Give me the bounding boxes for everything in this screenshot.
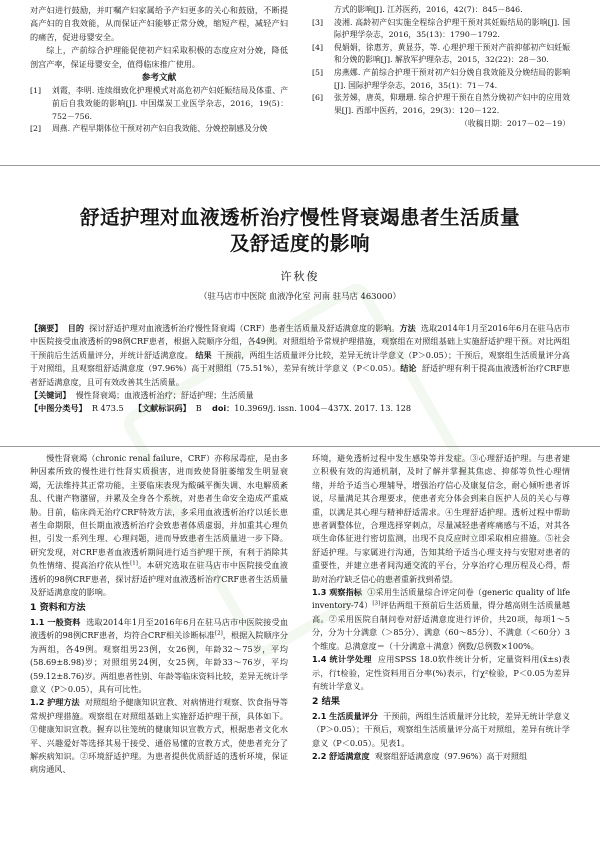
reference-continuation: 方式的影响[J]. 江苏医药，2016，42(7)：845－846.	[334, 5, 523, 14]
reference-item: [1] 刘霞，李明. 连续细致化护理模式对高危初产妇妊娠结局及体重、产前后自我效能的影响[J]. 中国煤炭工业医学杂志，2016，19(5)：752－756.	[30, 86, 288, 121]
reference-item: [3] 凌湘. 高龄初产妇实施全程综合护理干预对其妊娠结局的影响[J]. 国际护理学杂志，2016，35(13)：1790－1792.	[312, 17, 570, 40]
prev-body-para1: 对产妇进行鼓励，并叮嘱产妇家属给予产妇更多的关心和鼓励，不断提高产妇的自我效能，从而保证产妇能够正常分娩，缩短产程，减轻产妇的痛苦，促进母婴安全。	[30, 5, 288, 42]
reference-item: [6] 张芳娣，唐英，仰珊珊. 综合护理干预在自然分娩初产妇中的应用效果[J]. 西部中医药，2016，29(3)：120－122.	[312, 93, 570, 115]
body-right-column	[312, 452, 570, 763]
nursing-method-paragraph: 1.2 护理方法 对照组给予健康知识宣教、对病情进行观察、饮食指导等常规护理措施。观察组在对照组基础上实施舒适护理干预，具体如下。①健康知识宣教。握弃以往笼统的健康知识宣教方式，根据患者文化水平、兴趣爱好等选择其易于接受、通俗易懂的宣教方式，使患者充分了解疾病知识。②环境舒适护理。为患者提供优质舒适的透析环境，保证病房通风、	[30, 697, 288, 775]
nursing-method-continued: 环境，避免透析过程中发生感染等并发症。③心理舒适护理。与患者建立积极有效的沟通机制，及时了解并掌握其焦虑、抑郁等负性心理情绪，并给予适当心理辅导，增强治疗信心及康复信念，耐心倾听患者诉说，尽量满足其合理要求，使患者充分体会到来自医护人员的关心与尊重，以满足其心理与精神舒适需求。④生理舒适护理。透析过程中帮助患者调整体位，合理选择穿刺点，尽量减轻患者疼痛感与不适，对其各项生命体征进行密切监测，出现不良反应时立即采取相应措施。⑤社会舒适护理。与家属进行沟通，告知其给予适当心理支持与安慰对患者的重要性，并建立患者间沟通交流的平台，分享治疗心理历程及心得，帮助对治疗缺乏信心的患者重新找到希望。	[312, 453, 570, 584]
section-heading: 1 资料和方法	[30, 602, 86, 614]
reference-item: [5] 房燕娜. 产前综合护理干预对初产妇分娩自我效能及分娩结局的影响[J]. 国际护理学杂志，2016，35(1)：71－74.	[312, 67, 570, 90]
general-data-paragraph: 1.1 一般资料 选取2014年1月至2016年6月在驻马店市中医院接受血液透析的98例CRF患者，均符合CRF相关诊断标准[2]，根据入院顺序分为两组，各49例。观察组男23例，女26例，年龄32～75岁，平均(58.69±8.98)岁；对照组男24例，女25例，年龄33～76岁，平均(59.12±8.76)岁。两组患者性别、年龄等临床资料比较，差异无统计学意义（P＞0.05），具有可比性。	[30, 616, 288, 694]
observation-paragraph: 1.3 观察指标 ①采用生活质量综合评定问卷（generic quality of life inventory-74）[3]评估两组干预前后生活质量，得分越高则生活质量越高。②采用医院自制问卷对舒适满意度进行评价，共20项，每项1～5分，分为十分满意（＞85分）、满意（60～85分）、不满意（＜60分）3个维度。总满意度＝（十分满意＋满意）例数/总例数×100%。	[312, 587, 570, 651]
prev-article-left-column	[30, 4, 288, 136]
abstract-text: 【摘要】 目的 探讨舒适护理对血液透析治疗慢性肾衰竭（CRF）患者生活质量及舒适满意度的影响。方法 选取2014年1月至2016年6月在驻马店市中医院接受血液透析的98例CRF患者，根据入院顺序分组，各49例。对照组给予常规护理措施，观察组在对照组基础上实施舒适护理干预。对比两组干预前后生活质量评分，并统计舒适满意度。 结果 干预前，两组生活质量评分比较，差异无统计学意义（P＞0.05）；干预后，观察组生活质量评分高于对照组，且观察组舒适满意度（97.96%）高于对照组（75.51%），差异有统计学意义（P＜0.05）。结论 舒适护理有利于提高血液透析治疗CRF患者舒适满意度，且可有效改善其生活质量。	[30, 323, 570, 387]
prev-article-right-column	[312, 4, 570, 131]
prev-body-para2: 综上，产前综合护理能促使初产妇采取积极的态度应对分娩，降低剖宫产率，保证母婴安全，值得临床推广使用。	[30, 45, 288, 69]
statistics-paragraph: 1.4 统计学处理 应用SPSS 18.0软件统计分析，定量资料用(x̄±s)表示，行t检验，定性资料用百分率(%)表示，行χ²检验，P＜0.05为差异有统计学意义。	[312, 654, 570, 691]
body-left-column	[30, 452, 288, 777]
author-affiliation: （驻马店市中医院 血液净化室 河南 驻马店 463000）	[199, 291, 401, 301]
section-heading: 2 结果	[312, 696, 340, 708]
author-name: 许秋俊	[280, 270, 320, 283]
comfort-satisfaction-paragraph: 2.2 舒适满意度 观察组舒适满意度（97.96%）高于对照组	[312, 750, 528, 761]
article-title-line2: 及舒适度的影响	[229, 232, 370, 255]
received-date: （收稿日期：2017－02－19）	[460, 119, 570, 129]
article-title-line1: 舒适护理对血液透析治疗慢性肾衰竭患者生活质量	[79, 206, 520, 229]
classification-line: 【中图分类号】 R 473.5 【文献标识码】 B doi：10.3969/j. issn. 1004－437X. 2017. 13. 128	[30, 403, 412, 414]
reference-item: [4] 倪娟娟，徐惠芳，黄显芬，等. 心理护理干预对产前抑郁初产妇妊娠和分娩的影响[J]. 解放军护理杂志，2015，32(22)：28－30.	[312, 42, 570, 65]
abstract-block	[30, 322, 570, 416]
references-heading: 参考文献	[141, 73, 177, 84]
quality-score-paragraph: 2.1 生活质量评分 干预前，两组生活质量评分比较，差异无统计学意义（P＞0.05）；干预后，观察组生活质量评分高于对照组，差异有统计学意义（P＜0.05）。见表1。	[312, 710, 570, 748]
intro-paragraph: 慢性肾衰竭（chronic renal failure，CRF）亦称尿毒症，是由多种因素所致的慢性进行性肾实质损害，进而致使肾脏萎缩发生明显衰竭，无法维持其正常功能，主要临床表现为酸碱平衡失调、水电解质紊乱、代谢产物潴留，并累及全身各个系统，对患者生命安全造成严重威胁。目前，临床尚无治疗CRF特效方法，多采用血液透析治疗以延长患者生命期限，但长期血液透析治疗会致患者体质虚弱，并加重其心理负担，引发一系列生理、心理问题，进而导致患者生活质量进一步下降。研究发现，对CRF患者血液透析期间进行适当护理干预，有利于消除其负性情绪、提高治疗依从性[1]。本研究选取在驻马店市中医院接受血液透析的98例CRF患者，探讨舒适护理对血液透析治疗CRF患者生活质量及舒适满意度的影响。	[30, 453, 288, 598]
abstract-divider	[0, 446, 600, 447]
keywords-line: 【关键词】 慢性肾衰竭；血液透析治疗；舒适护理；生活质量	[30, 390, 254, 401]
reference-item: [2] 周燕. 产程早期体位干预对初产妇自我效能、分娩控制感及分娩	[30, 124, 268, 134]
section-divider	[0, 165, 600, 166]
